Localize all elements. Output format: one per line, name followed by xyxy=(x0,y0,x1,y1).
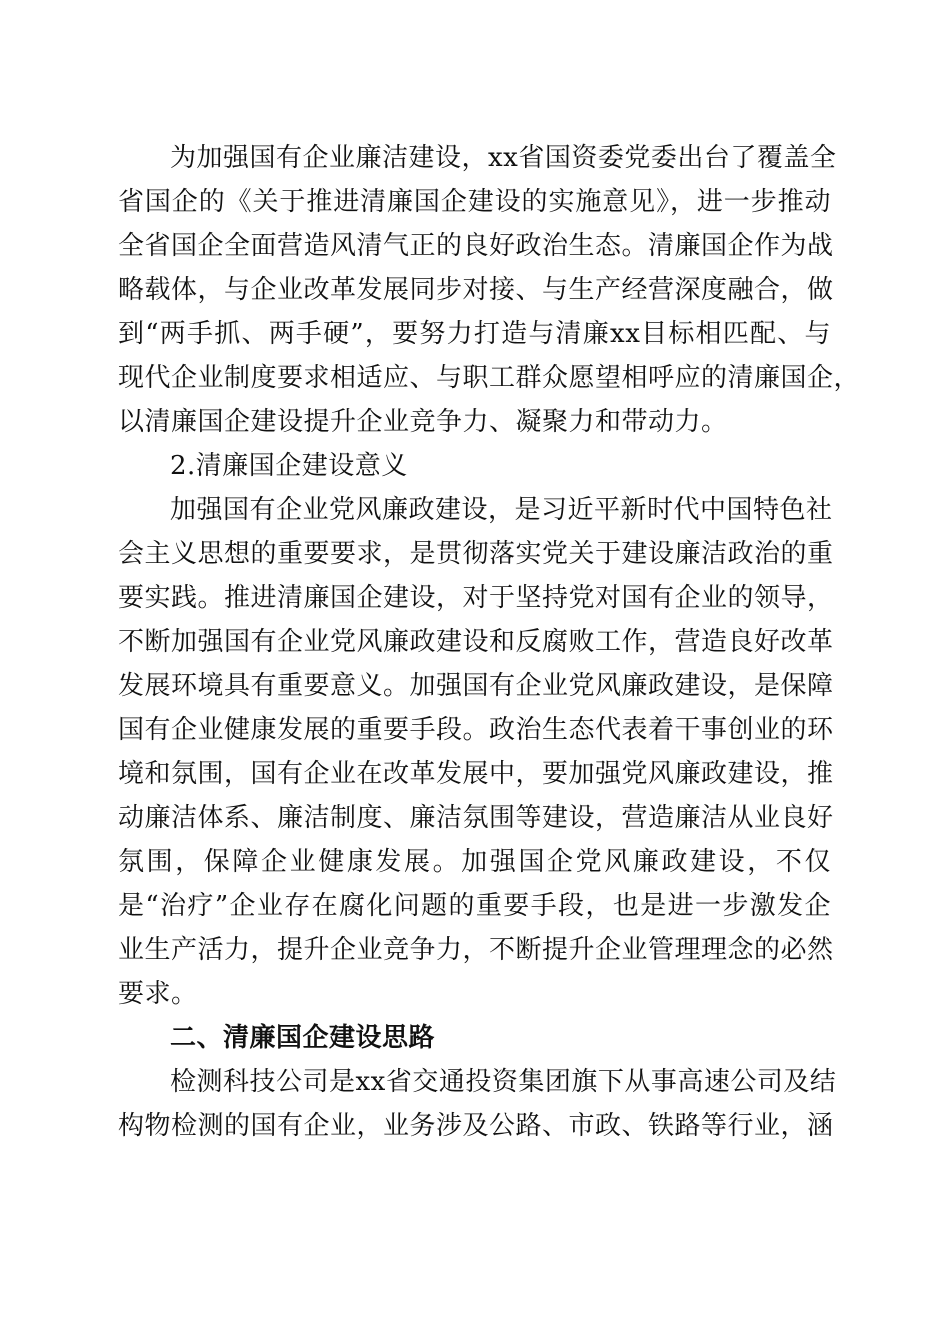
para2-line-8: 动廉洁体系、廉洁制度、廉洁氛围等建设，营造廉洁从业良好 xyxy=(118,803,834,833)
para2-line-11: 业生产活力，提升企业竞争力，不断提升企业管理理念的必然 xyxy=(118,935,834,965)
para2-line-10: 是“治疗”企业存在腐化问题的重要手段，也是进一步激发企 xyxy=(118,891,831,921)
para1-line-6: 现代企业制度要求相适应、与职工群众愿望相呼应的清廉国企， xyxy=(118,363,861,393)
para1-line-7: 以清廉国企建设提升企业竞争力、凝聚力和带动力。 xyxy=(118,407,728,437)
para2-line-5: 发展环境具有重要意义。加强国有企业党风廉政建设，是保障 xyxy=(118,671,834,701)
document-body xyxy=(118,136,861,1148)
para2-line-6: 国有企业健康发展的重要手段。政治生态代表着干事创业的环 xyxy=(118,715,834,745)
para1-line-2: 省国企的《关于推进清廉国企建设的实施意见》，进一步推动 xyxy=(118,187,831,217)
para2-line-9: 氛围，保障企业健康发展。加强国企党风廉政建设，不仅 xyxy=(118,847,831,877)
para1-line-1: 为加强国有企业廉洁建设，xx省国资委党委出台了覆盖全 xyxy=(170,143,837,173)
para2-line-2: 会主义思想的重要要求，是贯彻落实党关于建设廉洁政治的重 xyxy=(118,539,834,569)
para1-line-3: 全省国企全面营造风清气正的良好政治生态。清廉国企作为战 xyxy=(118,231,834,261)
para2-line-7: 境和氛围，国有企业在改革发展中，要加强党风廉政建设，推 xyxy=(118,759,834,789)
section-heading-approach: 二、清廉国企建设思路 xyxy=(170,1023,436,1053)
para1-line-5: 到“两手抓、两手硬”，要努力打造与清廉xx目标相匹配、与 xyxy=(118,319,831,349)
para2-line-12: 要求。 xyxy=(118,979,198,1009)
para2-line-4: 不断加强国有企业党风廉政建设和反腐败工作，营造良好改革 xyxy=(118,627,834,657)
para1-line-4: 略载体，与企业改革发展同步对接、与生产经营深度融合，做 xyxy=(118,275,834,305)
subheading-significance: 2.清廉国企建设意义 xyxy=(170,451,408,481)
para2-line-1: 加强国有企业党风廉政建设，是习近平新时代中国特色社 xyxy=(170,495,833,525)
para2-line-3: 要实践。推进清廉国企建设，对于坚持党对国有企业的领导， xyxy=(118,583,834,613)
para3-line-2: 构物检测的国有企业，业务涉及公路、市政、铁路等行业，涵 xyxy=(118,1111,834,1141)
para3-line-1: 检测科技公司是xx省交通投资集团旗下从事高速公司及结 xyxy=(170,1067,837,1097)
